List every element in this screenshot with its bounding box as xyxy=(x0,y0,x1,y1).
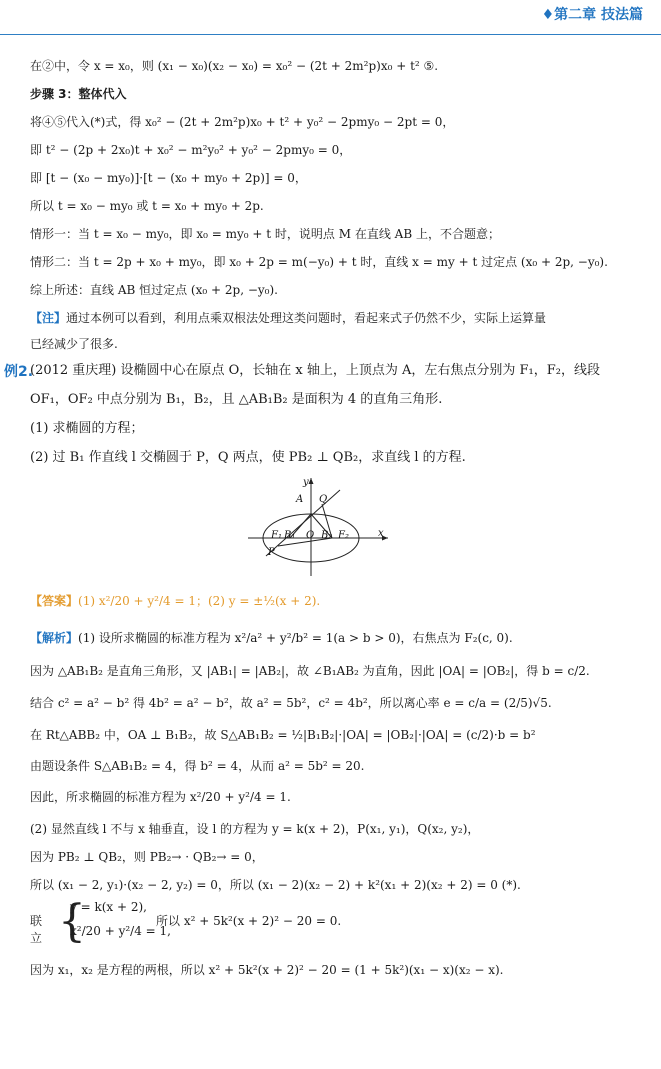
analysis-line xyxy=(30,630,513,646)
label-Q: Q xyxy=(319,494,328,505)
text-line: 将④⑤代入(*)式，得 x₀² − (2t + 2m²p)x₀ + t² + y₀² − 2pmy₀ − 2pt = 0， xyxy=(30,115,455,129)
brace-symbol: { xyxy=(58,896,86,947)
note-line xyxy=(30,310,546,326)
example-line: (2) 过 B₁ 作直线 l 交椭圆于 P，Q 两点，使 PB₂ ⊥ QB₂，求直线 l 的方程. xyxy=(30,450,466,465)
analysis-text: (1) 设所求椭圆的标准方程为 x²/a² + y²/b² = 1(a > b > 0)，右焦点为 F₂(c, 0). xyxy=(78,631,513,645)
analysis-line: (2) 显然直线 l 不与 x 轴垂直，设 l 的方程为 y = k(x + 2)，P(x₁, y₁)，Q(x₂, y₂)， xyxy=(30,822,480,836)
label-O: O xyxy=(306,530,315,541)
text-line: 情形二：当 t = 2p + x₀ + my₀，即 x₀ + 2p = m(−y₀) + t 时，直线 x = my + t 过定点 (x₀ + 2p, −y₀). xyxy=(30,255,608,269)
label-F2: F₂ xyxy=(338,530,349,541)
analysis-line: 因为 x₁，x₂ 是方程的两根，所以 x² + 5k²(x + 2)² − 20 = (1 + 5k²)(x₁ − x)(x₂ − x). xyxy=(30,963,504,977)
y-axis-arrow xyxy=(309,478,314,484)
answer-line xyxy=(30,593,320,609)
ellipse-figure xyxy=(248,476,388,576)
label-B2: B₂ xyxy=(321,530,333,541)
system-eq-1: y = k(x + 2), xyxy=(70,900,147,914)
system-result: 所以 x² + 5k²(x + 2)² − 20 = 0. xyxy=(156,914,342,928)
system-label: 联立 xyxy=(30,914,43,945)
system-eq-2: x²/20 + y²/4 = 1, xyxy=(70,924,171,938)
label-y: y xyxy=(303,477,309,488)
text-line: 即 t² − (2p + 2x₀)t + x₀² − m²y₀² + y₀² − 2pmy₀ = 0， xyxy=(30,143,352,157)
note-tag: 【注】 xyxy=(30,311,67,325)
analysis-line: 因此，所求椭圆的标准方程为 x²/20 + y²/4 = 1. xyxy=(30,790,291,804)
example-line: (2012 重庆理) 设椭圆中心在原点 O，长轴在 x 轴上，上顶点为 A，左右焦点分别为 F₁，F₂，线段 xyxy=(30,363,600,378)
example-line: (1) 求椭圆的方程； xyxy=(30,421,144,436)
analysis-tag: 【解析】 xyxy=(30,631,79,645)
text-line: 情形一：当 t = x₀ − my₀，即 x₀ = my₀ + t 时，说明点 M 在直线 AB 上，不合题意； xyxy=(30,227,500,241)
label-P: P xyxy=(268,547,275,558)
analysis-line: 由题设条件 S△AB₁B₂ = 4，得 b² = 4，从而 a² = 5b² = 20. xyxy=(30,759,365,773)
text-line: 综上所述：直线 AB 恒过定点 (x₀ + 2p, −y₀). xyxy=(30,283,278,297)
text-line: 即 [t − (x₀ − my₀)]·[t − (x₀ + my₀ + 2p)] = 0， xyxy=(30,171,307,185)
label-x: x xyxy=(378,528,384,539)
analysis-line: 因为 △AB₁B₂ 是直角三角形，又 |AB₁| = |AB₂|，故 ∠B₁AB₂ 为直角，因此 |OA| = |OB₂|，得 b = c/2. xyxy=(30,664,590,678)
label-A: A xyxy=(296,494,304,505)
page-header xyxy=(0,0,661,35)
analysis-line: 因为 PB₂ ⊥ QB₂，则 PB₂→ · QB₂→ = 0， xyxy=(30,850,264,864)
example-tag: 例2. xyxy=(4,364,34,380)
analysis-line: 所以 (x₁ − 2, y₁)·(x₂ − 2, y₂) = 0，所以 (x₁ − 2)(x₂ − 2) + k²(x₁ + 2)(x₂ + 2) = 0 (*). xyxy=(30,878,521,892)
label-B1: B₁ xyxy=(284,530,296,541)
answer-tag: 【答案】 xyxy=(30,594,79,608)
example-line: OF₁，OF₂ 中点分别为 B₁，B₂，且 △AB₁B₂ 是面积为 4 的直角三角形. xyxy=(30,392,443,407)
label-F1: F₁ xyxy=(271,530,282,541)
answer-text: (1) x²/20 + y²/4 = 1；(2) y = ±½(x + 2). xyxy=(78,594,321,608)
text-line: 所以 t = x₀ − my₀ 或 t = x₀ + my₀ + 2p. xyxy=(30,199,264,213)
text-line: 已经减少了很多. xyxy=(30,337,118,351)
text-line: 在②中，令 x = x₀，则 (x₁ − x₀)(x₂ − x₀) = x₀² − (2t + 2m²p)x₀ + t² ⑤. xyxy=(30,59,439,73)
note-text: 通过本例可以看到，利用点乘双根法处理这类问题时，看起来式子仍然不少，实际上运算量 xyxy=(66,311,547,325)
step-heading: 步骤 3：整体代入 xyxy=(30,87,127,101)
chapter-title: ♦第二章 技法篇 xyxy=(541,7,643,23)
analysis-line: 结合 c² = a² − b² 得 4b² = a² − b²，故 a² = 5b²，c² = 4b²，所以离心率 e = c/a = (2/5)√5. xyxy=(30,696,552,710)
analysis-line: 在 Rt△ABB₂ 中，OA ⊥ B₁B₂，故 S△AB₁B₂ = ½|B₁B₂|·|OA| = |OB₂|·|OA| = (c/2)·b = b² xyxy=(30,728,536,742)
